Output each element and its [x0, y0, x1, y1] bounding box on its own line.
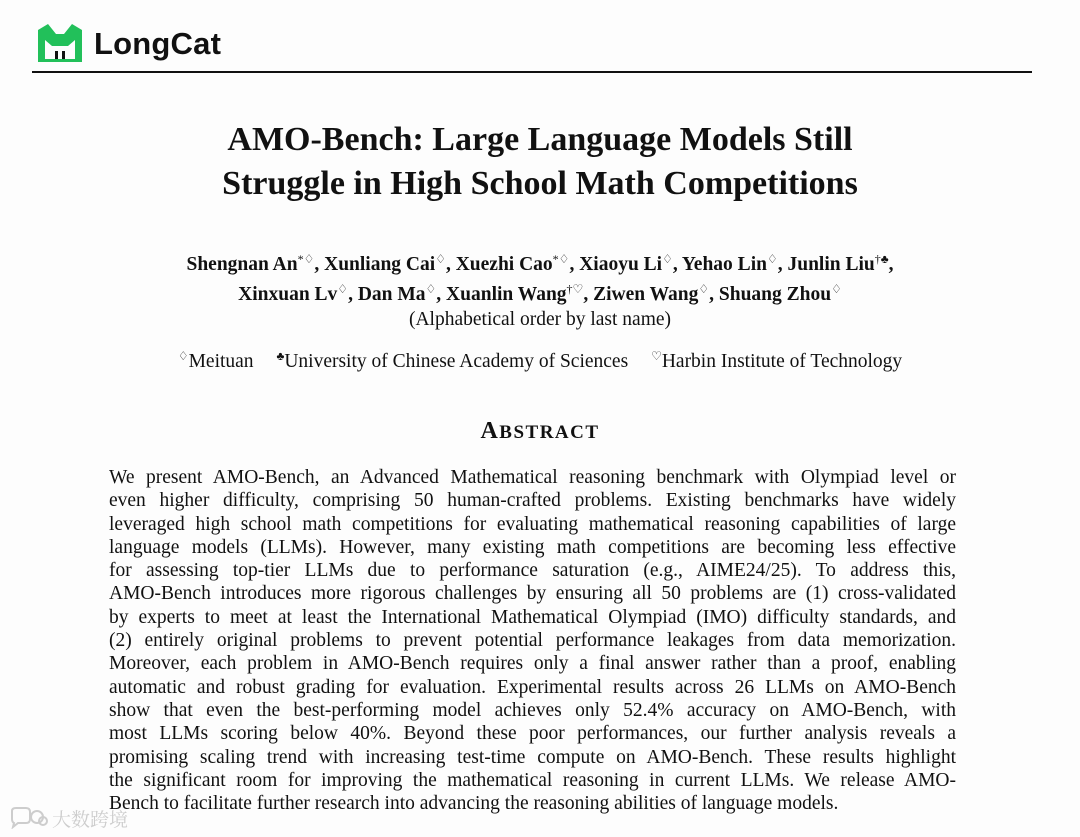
author-name: Xiaoyu Li — [579, 254, 663, 275]
affiliation — [276, 351, 628, 372]
author-mark: *♢ — [297, 252, 315, 266]
abstract-line: for assessing top-tier LLMs due to performance saturation (e.g., AIME24/25). To address this, — [109, 560, 956, 582]
abstract-body — [109, 466, 956, 815]
author-separator: , — [709, 284, 719, 305]
abstract-heading — [0, 418, 1080, 445]
abstract-line: AMO-Bench introduces more rigorous challenges by ensuring all 50 problems are (1) cross-validated — [109, 583, 956, 605]
author-separator: , — [777, 254, 788, 275]
author-name: Xinxuan Lv — [238, 284, 338, 305]
paper-title — [0, 118, 1080, 206]
affiliation-mark: ♡ — [651, 349, 662, 363]
header-divider — [32, 71, 1032, 73]
author-name: Shuang Zhou — [718, 284, 832, 305]
affiliation-name: Harbin Institute of Technology — [661, 351, 903, 372]
abstract-line: Moreover, each problem in AMO-Bench requires only a final answer rather than a proof, enabling — [109, 653, 956, 675]
author-mark: †♡ — [566, 282, 584, 296]
abstract-line: language models (LLMs). However, many existing math competitions are becoming less effective — [109, 536, 956, 558]
author-name: Junlin Liu — [787, 254, 875, 275]
author-separator: , — [672, 254, 682, 275]
affiliation — [651, 351, 902, 372]
abstract-heading-rest: BSTRACT — [499, 422, 600, 443]
watermark-text: 大数跨境 — [52, 808, 129, 831]
author-name: Ziwen Wang — [593, 284, 699, 305]
affiliation-list — [0, 343, 1080, 375]
abstract-line: even higher difficulty, comprising 50 human-crafted problems. Existing benchmarks have widely — [109, 490, 956, 512]
author-mark: ♢ — [831, 282, 842, 296]
author-separator: , — [583, 284, 594, 305]
chat-bubble-icon — [8, 807, 48, 829]
abstract-line: leveraged high school math competitions for evaluating mathematical reasoning capabilities of large — [109, 513, 956, 535]
affiliation — [178, 351, 254, 372]
author-separator: , — [314, 254, 325, 275]
abstract-line: Bench to facilitate further research into advancing the reasoning abilities of language models. — [109, 793, 839, 815]
affiliation-name: Meituan — [188, 351, 254, 372]
author-mark: ♢ — [766, 252, 778, 266]
author-name: Xuezhi Cao — [455, 254, 553, 275]
author-name: Xuanlin Wang — [446, 284, 567, 305]
abstract-line: We present AMO-Bench, an Advanced Mathematical reasoning benchmark with Olympiad level or — [109, 467, 956, 488]
author-mark: *♢ — [552, 252, 570, 266]
author-mark: ♢ — [425, 282, 437, 296]
author-name: Yehao Lin — [681, 254, 767, 275]
author-mark: †♣ — [874, 252, 889, 266]
author-name: Dan Ma — [357, 284, 426, 305]
author-line-2 — [0, 277, 1080, 307]
author-mark: ♢ — [662, 252, 673, 266]
abstract-line: most LLMs scoring below 40%. Beyond these poor performances, our further analysis reveals a — [109, 723, 956, 745]
brand-name: LongCat — [94, 26, 222, 61]
author-separator: , — [569, 254, 580, 275]
author-mark: ♢ — [435, 252, 446, 266]
author-separator: , — [888, 254, 894, 275]
title-line: Struggle in High School Math Competitions — [222, 165, 858, 202]
author-list — [0, 247, 1080, 332]
abstract-line: automatic and robust grading for evaluation. Experimental results across 26 LLMs on AMO-Bench — [109, 676, 956, 698]
abstract-line: promising scaling trend with increasing test-time compute on AMO-Bench. These results highlight — [109, 746, 956, 768]
author-mark: ♢ — [337, 282, 349, 296]
cat-head-icon — [34, 24, 86, 64]
author-separator: , — [445, 254, 456, 275]
title-line: AMO-Bench: Large Language Models Still — [227, 121, 853, 158]
author-order-note: (Alphabetical order by last name) — [408, 309, 672, 330]
abstract-heading-initial: A — [480, 418, 500, 444]
abstract-line: by experts to meet at least the International Mathematical Olympiad (IMO) difficulty standards, and — [109, 606, 956, 628]
author-name: Xunliang Cai — [324, 254, 436, 275]
affiliation-name: University of Chinese Academy of Sciences — [284, 351, 629, 372]
author-separator: , — [436, 284, 447, 305]
watermark — [8, 806, 128, 830]
abstract-line: (2) entirely original problems to prevent potential performance leakages from data memorization. — [109, 630, 956, 652]
author-separator: , — [348, 284, 358, 305]
abstract-line: show that even the best-performing model achieves only 52.4% accuracy on AMO-Bench, with — [109, 699, 956, 721]
author-name: Shengnan An — [186, 254, 298, 275]
author-mark: ♢ — [698, 282, 710, 296]
brand-header — [34, 24, 221, 64]
affiliation-mark: ♢ — [177, 349, 189, 363]
author-line-1 — [0, 247, 1080, 277]
abstract-line: the significant room for improving the mathematical reasoning in current LLMs. We release AMO- — [109, 769, 956, 791]
affiliation-mark: ♣ — [276, 349, 285, 363]
